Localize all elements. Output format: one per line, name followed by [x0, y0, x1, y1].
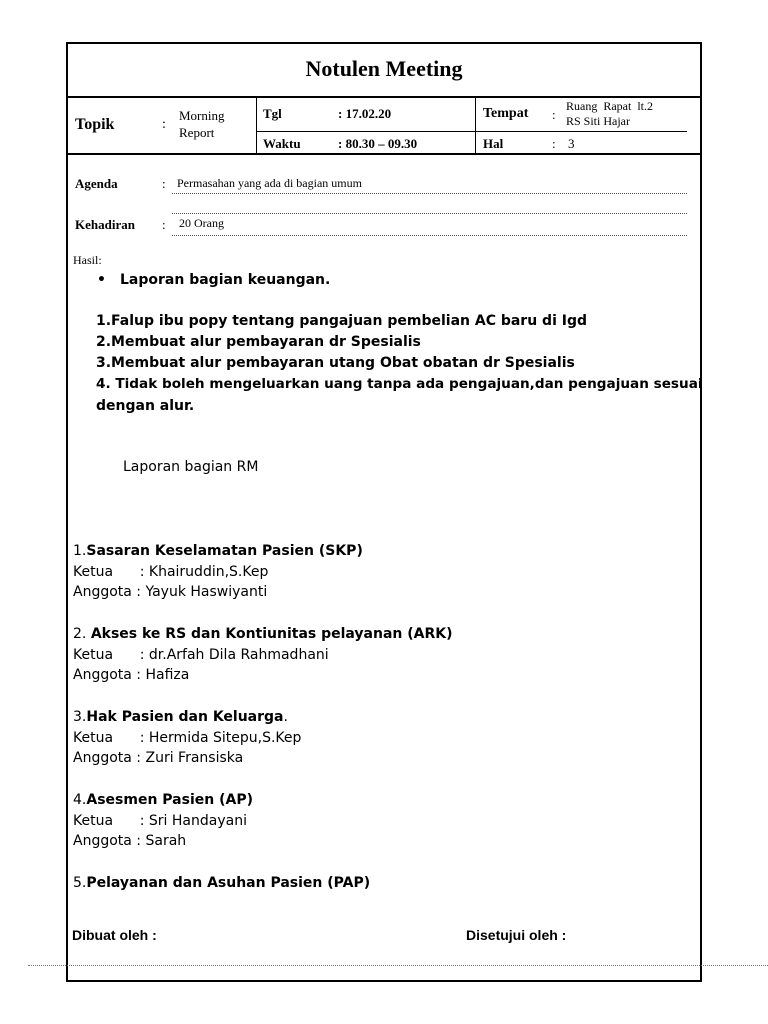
- rm-heading: Laporan bagian RM: [123, 459, 259, 475]
- kehadiran-label: Kehadiran: [75, 217, 135, 232]
- group-name: Hak Pasien dan Keluarga: [86, 709, 284, 725]
- group-title: [73, 541, 363, 562]
- group-name: Akses ke RS dan Kontiunitas pelayanan (ARK): [90, 626, 453, 642]
- topik-value: Report: [179, 125, 215, 140]
- topik-label: Topik: [75, 116, 115, 133]
- group-ketua: Ketua : dr.Arfah Dila Rahmadhani: [73, 647, 329, 663]
- kehadiran-value: 20 Orang: [179, 216, 224, 230]
- group-name: Pelayanan dan Asuhan Pasien (PAP): [86, 875, 371, 891]
- bullet-icon: •: [97, 272, 106, 288]
- agenda-dotted-line: [172, 193, 687, 194]
- document-title: Notulen Meeting: [305, 56, 463, 81]
- waktu-value: : 80.30 – 09.30: [338, 136, 418, 151]
- agenda-label: Agenda: [75, 176, 118, 191]
- group-anggota: Anggota : Zuri Fransiska: [73, 750, 244, 766]
- group-anggota: Anggota : Hafiza: [73, 667, 190, 683]
- group-suffix: .: [283, 709, 288, 725]
- header-mid-rule: [257, 131, 687, 132]
- dibuat-oleh-label: Dibuat oleh :: [72, 927, 157, 943]
- keuangan-item: 2.Membuat alur pembayaran dr Spesialis: [96, 334, 421, 350]
- group-number: 4.: [73, 792, 87, 808]
- header-bottom-rule: [66, 153, 702, 155]
- hasil-label: Hasil:: [73, 253, 102, 267]
- group-anggota: Anggota : Yayuk Haswiyanti: [73, 584, 268, 600]
- group-ketua: Ketua : Khairuddin,S.Kep: [73, 564, 269, 580]
- kehadiran-dotted-line: [172, 235, 687, 236]
- tempat-colon: :: [552, 107, 556, 122]
- tgl-value: : 17.02.20: [338, 106, 392, 121]
- disetujui-oleh-label: Disetujui oleh :: [466, 927, 567, 943]
- group-anggota: Anggota : Sarah: [73, 833, 187, 849]
- tgl-label: Tgl: [263, 106, 282, 121]
- group-title: [73, 624, 453, 645]
- group-ketua: Ketua : Hermida Sitepu,S.Kep: [73, 730, 302, 746]
- tempat-value: Ruang Rapat lt.2: [566, 99, 653, 113]
- hal-colon: :: [552, 136, 556, 151]
- group-title: [73, 790, 253, 811]
- page-break-line: [28, 965, 768, 966]
- group-title: [73, 707, 288, 728]
- topik-colon: :: [162, 117, 166, 132]
- keuangan-item: dengan alur.: [96, 398, 195, 414]
- agenda-dotted-line: [172, 213, 687, 214]
- group-title: [73, 873, 370, 894]
- agenda-colon: :: [162, 176, 166, 191]
- keuangan-item: 4. Tidak boleh mengeluarkan uang tanpa ada pengajuan,dan pengajuan sesuai: [96, 376, 703, 392]
- keuangan-item: 1.Falup ibu popy tentang pangajuan pembelian AC baru di Igd: [96, 313, 587, 329]
- hal-value: 3: [568, 136, 575, 151]
- group-number: 1.: [73, 543, 87, 559]
- group-number: 2.: [73, 626, 91, 642]
- group-number: 3.: [73, 709, 87, 725]
- group-ketua: Ketua : Sri Handayani: [73, 813, 247, 829]
- keuangan-heading: Laporan bagian keuangan.: [120, 272, 331, 288]
- header-top-rule: [66, 96, 702, 98]
- agenda-value: Permasahan yang ada di bagian umum: [177, 176, 362, 190]
- group-name: Sasaran Keselamatan Pasien (SKP): [86, 543, 363, 559]
- header-divider: [475, 97, 476, 154]
- tempat-label: Tempat: [483, 106, 529, 121]
- hal-label: Hal: [483, 136, 504, 151]
- topik-value: Morning: [179, 108, 225, 123]
- tempat-value: RS Siti Hajar: [566, 114, 631, 128]
- header-divider: [256, 97, 257, 154]
- group-number: 5.: [73, 875, 87, 891]
- waktu-label: Waktu: [263, 136, 301, 151]
- group-name: Asesmen Pasien (AP): [86, 792, 253, 808]
- keuangan-item: 3.Membuat alur pembayaran utang Obat obatan dr Spesialis: [96, 355, 575, 371]
- kehadiran-colon: :: [162, 217, 166, 232]
